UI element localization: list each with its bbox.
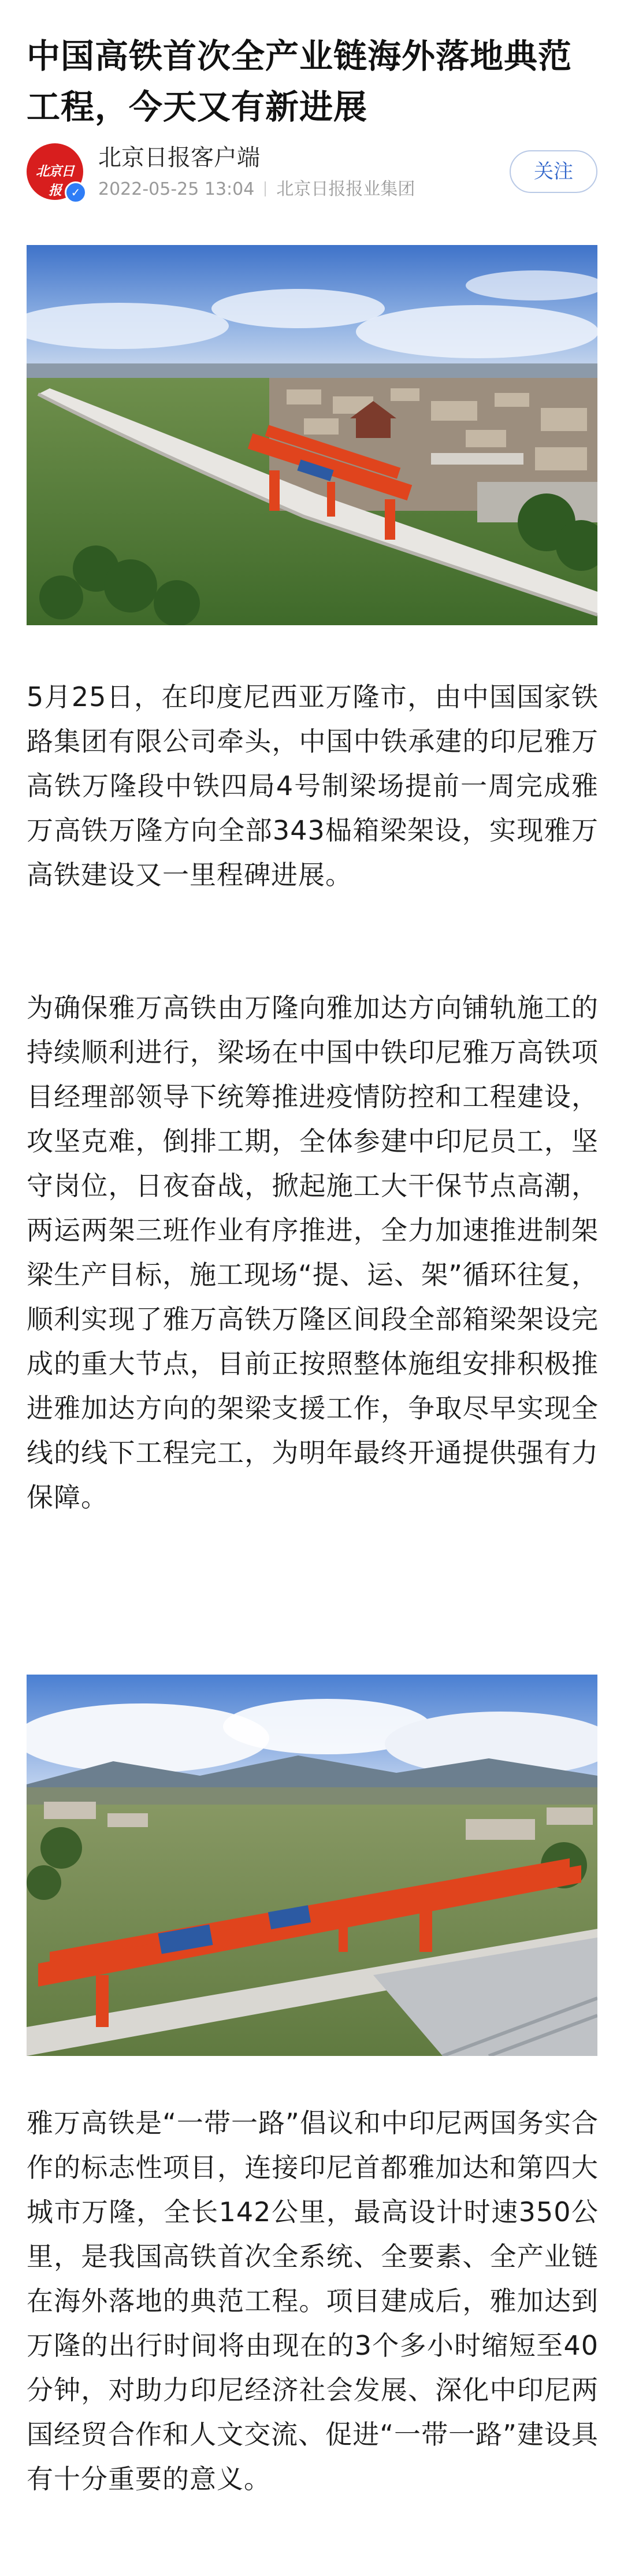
follow-button[interactable]: 关注 (510, 150, 597, 193)
meta-divider (265, 181, 266, 196)
publish-date: 2022-05-25 13:04 (98, 179, 255, 199)
author-meta (98, 178, 415, 201)
author-name[interactable]: 北京日报客户端 (98, 144, 260, 171)
viaduct-photo-illustration (27, 245, 597, 625)
author-bar (27, 142, 597, 206)
launcher-photo-illustration (27, 1675, 597, 2056)
avatar-logo: 北京日报 (36, 164, 74, 198)
verified-check-icon: ✓ (65, 181, 87, 203)
article-paragraph-2: 为确保雅万高铁由万隆向雅加达方向铺轨施工的持续顺利进行，梁场在中国中铁印尼雅万高铁项目经理部领导下统筹推进疫情防控和工程建设，攻坚克难，倒排工期，全体参建中印尼员工，坚守岗位，日夜奋战，掀起施工大干保节点高潮，两运两架三班作业有序推进，全力加速推进制架梁生产目标，施工现场“提、运、架”循环往复，顺利实现了雅万高铁万隆区间段全部箱梁架设完成的重大节点，目前正按照整体施组安排积极推进雅加达方向的架梁支援工作，争取尽早实现全线的线下工程完工，为明年最终开通提供强有力保障。 (27, 992, 599, 1513)
article-photo-girder-launcher[interactable] (27, 1675, 597, 2056)
article-title: 中国高铁首次全产业链海外落地典范工程，今天又有新进展 (27, 36, 573, 127)
article-paragraph-3: 雅万高铁是“一带一路”倡议和中印尼两国务实合作的标志性项目，连接印尼首都雅加达和第四大城市万隆，全长142公里，最高设计时速350公里，是我国高铁首次全系统、全要素、全产业链在海外落地的典范工程。项目建成后，雅加达到万隆的出行时间将由现在的3个多小时缩短至40分钟，对助力印尼经济社会发展、深化中印尼两国经贸合作和人文交流、促进“一带一路”建设具有十分重要的意义。 (27, 2107, 599, 2495)
article-paragraph-1: 5月25日，在印度尼西亚万隆市，由中国国家铁路集团有限公司牵头，中国中铁承建的印尼雅万高铁万隆段中铁四局4号制梁场提前一周完成雅万高铁万隆方向全部343榀箱梁架设，实现雅万高铁建设又一里程碑进展。 (27, 681, 599, 890)
article-photo-viaduct[interactable] (27, 245, 597, 625)
publisher-name: 北京日报报业集团 (276, 179, 415, 199)
